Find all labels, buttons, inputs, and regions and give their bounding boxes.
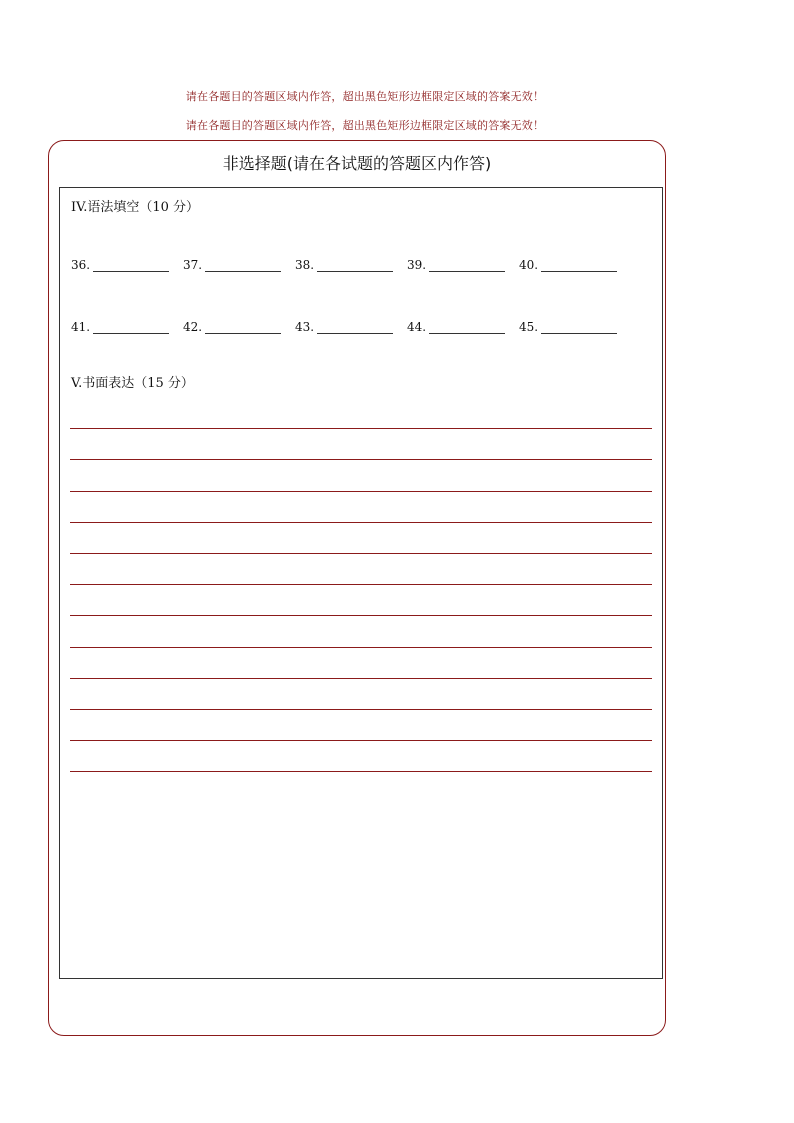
blank-item[interactable] bbox=[295, 316, 393, 334]
blank-line[interactable] bbox=[205, 259, 281, 272]
answer-area-box bbox=[59, 187, 663, 979]
writing-line[interactable] bbox=[70, 616, 652, 647]
warning-text: 请在各题目的答题区域内作答，超出黑色矩形边框限定区域的答案无效！ bbox=[185, 90, 545, 103]
blank-line[interactable] bbox=[541, 321, 617, 334]
writing-line[interactable] bbox=[70, 398, 652, 429]
blank-number: 37. bbox=[183, 258, 203, 272]
blank-line[interactable] bbox=[93, 321, 169, 334]
blank-item[interactable] bbox=[71, 316, 169, 334]
writing-line[interactable] bbox=[70, 523, 652, 554]
section-heading: 非选择题(请在各试题的答题区内作答) bbox=[222, 154, 492, 173]
blank-item[interactable] bbox=[183, 254, 281, 272]
grammar-section-title: IV.语法填空（10 分） bbox=[71, 200, 200, 215]
blank-number: 39. bbox=[407, 258, 427, 272]
blank-row bbox=[71, 254, 631, 272]
writing-line[interactable] bbox=[70, 679, 652, 710]
writing-line[interactable] bbox=[70, 585, 652, 616]
blank-number: 43. bbox=[295, 320, 315, 334]
writing-line[interactable] bbox=[70, 554, 652, 585]
answer-frame bbox=[48, 140, 666, 1036]
blank-line[interactable] bbox=[541, 259, 617, 272]
writing-line[interactable] bbox=[70, 710, 652, 741]
blank-item[interactable] bbox=[183, 316, 281, 334]
blank-line[interactable] bbox=[429, 259, 505, 272]
writing-section-title: V.书面表达（15 分） bbox=[71, 376, 194, 391]
blank-number: 40. bbox=[519, 258, 539, 272]
blank-item[interactable] bbox=[407, 316, 505, 334]
warning-text: 请在各题目的答题区域内作答，超出黑色矩形边框限定区域的答案无效！ bbox=[185, 119, 545, 132]
blank-number: 42. bbox=[183, 320, 203, 334]
blank-line[interactable] bbox=[317, 259, 393, 272]
writing-lines[interactable] bbox=[70, 398, 652, 772]
blank-item[interactable] bbox=[71, 254, 169, 272]
writing-line[interactable] bbox=[70, 492, 652, 523]
blank-number: 38. bbox=[295, 258, 315, 272]
blank-line[interactable] bbox=[205, 321, 281, 334]
blank-row bbox=[71, 316, 631, 334]
blank-item[interactable] bbox=[295, 254, 393, 272]
blank-number: 45. bbox=[519, 320, 539, 334]
blank-number: 41. bbox=[71, 320, 91, 334]
blank-line[interactable] bbox=[317, 321, 393, 334]
writing-line[interactable] bbox=[70, 429, 652, 460]
blank-number: 36. bbox=[71, 258, 91, 272]
writing-line[interactable] bbox=[70, 648, 652, 679]
writing-line[interactable] bbox=[70, 741, 652, 772]
writing-line[interactable] bbox=[70, 460, 652, 491]
blank-item[interactable] bbox=[407, 254, 505, 272]
blank-item[interactable] bbox=[519, 316, 617, 334]
blank-item[interactable] bbox=[519, 254, 617, 272]
blank-line[interactable] bbox=[429, 321, 505, 334]
blank-number: 44. bbox=[407, 320, 427, 334]
blank-line[interactable] bbox=[93, 259, 169, 272]
